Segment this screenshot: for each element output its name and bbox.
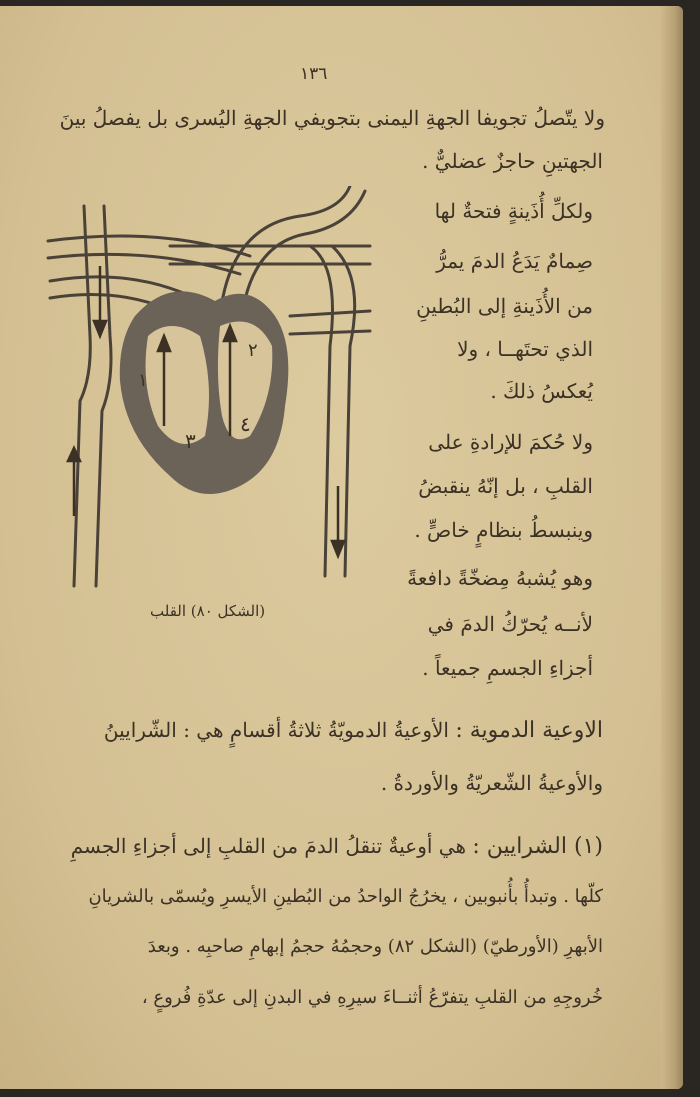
- side-line: وينبسطُ بنظامٍ خاصٍّ .: [414, 518, 593, 542]
- section-arteries-line-3: الأبهرِ (الأورطيّ) (الشكل ٨٢) وحجمُهُ حجمُ إبهامِ صاحبِه . وبعدَ: [147, 936, 603, 957]
- section-arteries-title: (١) الشرايين :: [472, 834, 603, 859]
- section-vessels-title: الاوعية الدموية :: [455, 718, 603, 743]
- side-line: القلبِ ، بل إنّهُ ينقبضُ: [418, 474, 593, 498]
- side-line: لأنــه يُحرّكُ الدمَ في: [427, 612, 593, 636]
- figure-label-2: ٢: [248, 340, 258, 361]
- figure-caption: (الشكل ٨٠) القلب: [150, 602, 266, 620]
- text-line-2: الجهتينِ حاجزٌ عضليٌّ .: [422, 149, 603, 173]
- text-line-1: ولا يتّصلُ تجويفا الجهةِ اليمنى بتجويفي الجهةِ اليُسرى بل يفصلُ بينَ: [59, 106, 605, 130]
- side-line: يُعكسُ ذلكَ .: [490, 379, 593, 403]
- section-vessels-text: الأوعيةُ الدمويّةُ ثلاثةُ أقسامٍ هي : الشّرايينُ: [103, 718, 449, 742]
- section-arteries-line-2: كلّها . وتبدأُ بأُنبوبين ، يخرُجُ الواحدُ من البُطينِ الأيسرِ ويُسمّى بالشريانِ: [88, 886, 603, 907]
- figure-label-1: ١: [138, 370, 148, 391]
- side-line: وهو يُشبهُ مِضخّةً دافعةً: [407, 566, 593, 590]
- side-line: ولكلِّ أُذَينةٍ فتحةٌ لها: [434, 199, 593, 223]
- book-page: [0, 6, 683, 1089]
- side-line: الذي تحتَهــا ، ولا: [457, 337, 593, 361]
- section-vessels-line-1: [104, 718, 603, 743]
- section-arteries-text: هي أوعيةٌ تنقلُ الدمَ من القلبِ إلى أجزاءِ الجسمِ: [70, 834, 467, 858]
- page-number: ١٣٦: [300, 64, 328, 84]
- page-edge: [661, 6, 683, 1089]
- section-arteries-line-4: خُروجِهِ من القلبِ يتفرّعُ أثنــاءَ سيرِهِ في البدنِ إلى عدّةِ فُروعٍ ،: [141, 987, 603, 1008]
- figure-label-3: ٣: [185, 429, 196, 453]
- section-vessels-line-2: والأوعيةُ الشّعريّةُ والأوردةُ .: [380, 771, 603, 795]
- figure-label-4: ٤: [240, 412, 251, 436]
- side-line: من الأُذَينةِ إلى البُطينِ: [416, 294, 593, 318]
- heart-figure: [40, 186, 380, 596]
- section-arteries-line-1: [71, 834, 603, 859]
- side-line: صِمامٌ يَدَعُ الدمَ يمرُّ: [436, 249, 593, 273]
- side-line: ولا حُكمَ للإرادةِ على: [428, 430, 593, 454]
- side-line: أجزاءِ الجسمِ جميعاً .: [422, 656, 593, 680]
